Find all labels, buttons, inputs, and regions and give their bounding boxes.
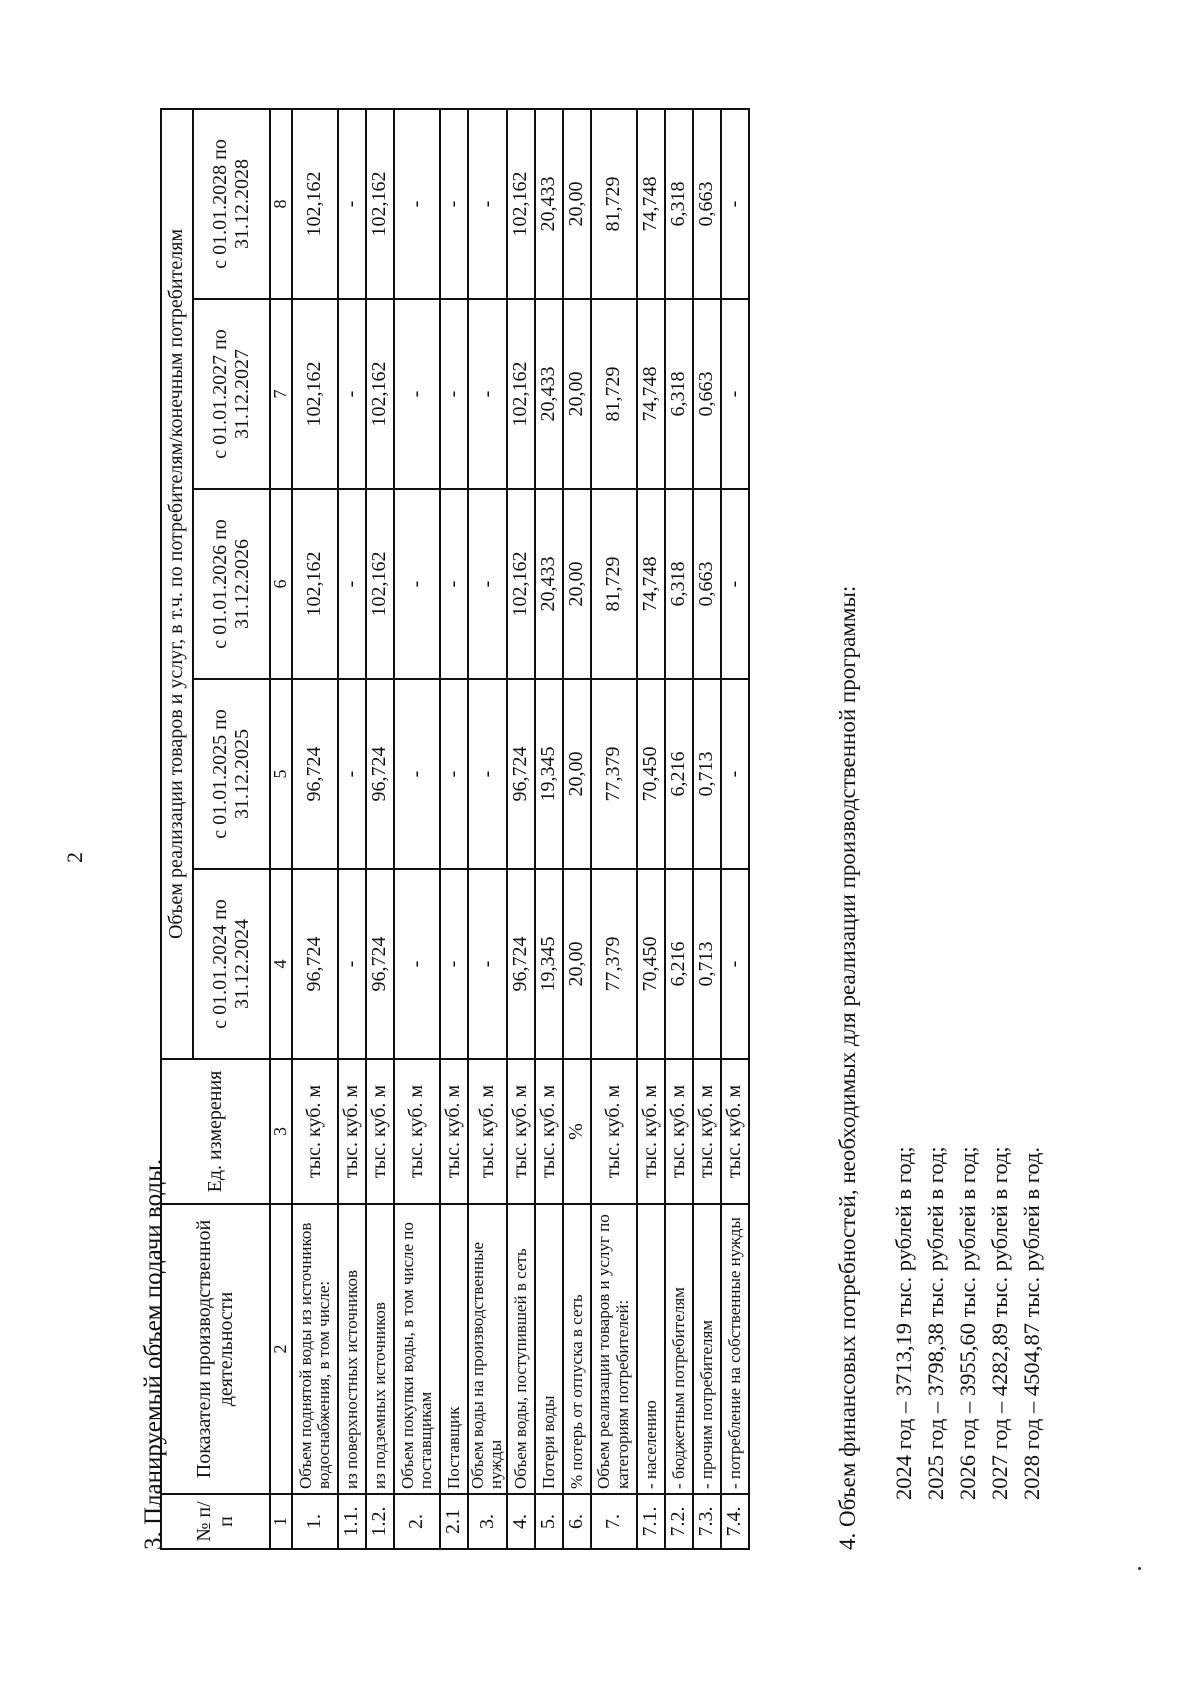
row-value: - [394, 869, 440, 1059]
row-label: - населению [637, 1204, 665, 1494]
row-unit: тыс. куб. м [507, 1059, 535, 1204]
row-value: - [338, 109, 366, 299]
finance-item: 2024 год – 3713,19 тыс. рублей в год; [891, 1146, 916, 1500]
row-value: 102,162 [507, 109, 535, 299]
row-value: - [721, 869, 749, 1059]
row-label: Объем воды, поступившей в сеть [507, 1204, 535, 1494]
row-unit: тыс. куб. м [535, 1059, 563, 1204]
table-row [535, 109, 563, 1549]
row-value: 74,748 [637, 299, 665, 489]
row-value: - [394, 299, 440, 489]
table-row [665, 109, 693, 1549]
row-value: 20,00 [563, 869, 591, 1059]
row-value: 77,379 [591, 679, 637, 869]
row-value: - [394, 679, 440, 869]
row-value: - [721, 489, 749, 679]
section3-title: 3. Планируемый объем подачи воды. [140, 1158, 167, 1550]
header-no: № п/п [161, 1494, 270, 1549]
row-value: 0,663 [693, 109, 721, 299]
row-label: Объем поднятой воды из источников водоснабжения, в том числе: [292, 1204, 338, 1494]
row-value: 81,729 [591, 299, 637, 489]
row-unit: тыс. куб. м [591, 1059, 637, 1204]
header-period: с 01.01.2024 по 31.12.2024 [193, 869, 270, 1059]
row-value: 102,162 [507, 489, 535, 679]
table-row [338, 109, 366, 1549]
row-number: 7.2. [665, 1494, 693, 1549]
row-value: - [394, 109, 440, 299]
row-value: - [440, 489, 468, 679]
water-supply-table-wrapper [160, 110, 750, 1550]
column-number: 4 [270, 869, 292, 1059]
row-value: 19,345 [535, 869, 563, 1059]
row-value: 19,345 [535, 679, 563, 869]
row-number: 2.1 [440, 1494, 468, 1549]
row-value: 96,724 [507, 679, 535, 869]
row-label: из подземных источников [366, 1204, 394, 1494]
row-number: 7.4. [721, 1494, 749, 1549]
row-value: 81,729 [591, 489, 637, 679]
row-value: - [721, 109, 749, 299]
row-number: 3. [468, 1494, 507, 1549]
row-value: 0,663 [693, 299, 721, 489]
row-value: - [394, 489, 440, 679]
row-value: 0,713 [693, 869, 721, 1059]
row-value: - [468, 109, 507, 299]
row-unit: тыс. куб. м [292, 1059, 338, 1204]
row-value: 20,433 [535, 489, 563, 679]
column-number: 6 [270, 489, 292, 679]
row-label: - потребление на собственные нужды [721, 1204, 749, 1494]
row-value: 20,00 [563, 109, 591, 299]
row-value: 6,216 [665, 869, 693, 1059]
finance-item: 2027 год – 4282,89 тыс. рублей в год; [987, 1146, 1012, 1500]
row-number: 7.3. [693, 1494, 721, 1549]
row-unit: тыс. куб. м [721, 1059, 749, 1204]
row-unit: тыс. куб. м [637, 1059, 665, 1204]
row-number: 1. [292, 1494, 338, 1549]
row-value: - [440, 679, 468, 869]
row-value: - [338, 489, 366, 679]
row-value: 20,00 [563, 299, 591, 489]
table-row [637, 109, 665, 1549]
header-period: с 01.01.2028 по 31.12.2028 [193, 109, 270, 299]
row-unit: тыс. куб. м [440, 1059, 468, 1204]
row-value: 20,433 [535, 299, 563, 489]
column-number: 8 [270, 109, 292, 299]
row-value: 0,663 [693, 489, 721, 679]
row-value: - [468, 679, 507, 869]
row-number: 6. [563, 1494, 591, 1549]
row-value: 6,318 [665, 299, 693, 489]
water-supply-table [160, 108, 750, 1550]
row-value: 20,433 [535, 109, 563, 299]
row-value: 102,162 [292, 109, 338, 299]
column-number: 3 [270, 1059, 292, 1204]
row-label: Объем воды на производственные нужды [468, 1204, 507, 1494]
row-value: - [440, 109, 468, 299]
header-volume-group: Объем реализации товаров и услуг, в т.ч. по потребителям/конечным потребителям [161, 109, 193, 1059]
row-value: - [468, 869, 507, 1059]
row-value: 102,162 [366, 299, 394, 489]
row-number: 2. [394, 1494, 440, 1549]
row-value: - [721, 679, 749, 869]
row-value: 6,318 [665, 109, 693, 299]
row-number: 1.1. [338, 1494, 366, 1549]
row-value: 70,450 [637, 679, 665, 869]
column-number: 5 [270, 679, 292, 869]
row-value: 102,162 [292, 299, 338, 489]
table-row [394, 109, 440, 1549]
table-row [591, 109, 637, 1549]
finance-item: 2028 год – 4504,87 тыс. рублей в год. [1019, 1146, 1044, 1500]
row-value: 96,724 [366, 679, 394, 869]
row-value: 20,00 [563, 489, 591, 679]
row-label: Объем покупки воды, в том числе по поставщикам [394, 1204, 440, 1494]
table-row [468, 109, 507, 1549]
table-body [292, 109, 749, 1549]
row-value: 0,713 [693, 679, 721, 869]
row-value: - [440, 869, 468, 1059]
row-value: 102,162 [366, 109, 394, 299]
header-period: с 01.01.2025 по 31.12.2025 [193, 679, 270, 869]
row-unit: тыс. куб. м [468, 1059, 507, 1204]
column-number: 7 [270, 299, 292, 489]
scan-dot [1138, 1567, 1141, 1570]
row-value: - [721, 299, 749, 489]
row-value: - [338, 869, 366, 1059]
header-unit: Ед. измерения [161, 1059, 270, 1204]
table-row [366, 109, 394, 1549]
table-row [563, 109, 591, 1549]
column-number: 2 [270, 1204, 292, 1494]
column-number: 1 [270, 1494, 292, 1549]
row-label: Поставщик [440, 1204, 468, 1494]
table-row [507, 109, 535, 1549]
row-number: 7.1. [637, 1494, 665, 1549]
finance-item: 2025 год – 3798,38 тыс. рублей в год; [923, 1146, 948, 1500]
row-label: из поверхностных источников [338, 1204, 366, 1494]
row-number: 7. [591, 1494, 637, 1549]
row-label: - бюджетным потребителям [665, 1204, 693, 1494]
row-value: 96,724 [292, 869, 338, 1059]
row-label: Объем реализации товаров и услуг по категориям потребителей: [591, 1204, 637, 1494]
row-unit: тыс. куб. м [665, 1059, 693, 1204]
row-number: 4. [507, 1494, 535, 1549]
row-value: 102,162 [366, 489, 394, 679]
row-unit: тыс. куб. м [693, 1059, 721, 1204]
row-value: 6,216 [665, 679, 693, 869]
row-value: 70,450 [637, 869, 665, 1059]
row-label: Потери воды [535, 1204, 563, 1494]
row-value: 102,162 [292, 489, 338, 679]
row-value: 74,748 [637, 489, 665, 679]
row-number: 1.2. [366, 1494, 394, 1549]
row-value: - [468, 299, 507, 489]
row-number: 5. [535, 1494, 563, 1549]
row-unit: % [563, 1059, 591, 1204]
row-label: - прочим потребителям [693, 1204, 721, 1494]
header-period: с 01.01.2026 по 31.12.2026 [193, 489, 270, 679]
page-number: 2 [62, 852, 87, 863]
row-unit: тыс. куб. м [338, 1059, 366, 1204]
finance-list [888, 1146, 1048, 1500]
header-period: с 01.01.2027 по 31.12.2027 [193, 299, 270, 489]
row-value: 77,379 [591, 869, 637, 1059]
row-unit: тыс. куб. м [366, 1059, 394, 1204]
row-value: 6,318 [665, 489, 693, 679]
row-value: - [338, 299, 366, 489]
row-value: - [338, 679, 366, 869]
row-value: - [440, 299, 468, 489]
row-value: 20,00 [563, 679, 591, 869]
table-row [292, 109, 338, 1549]
row-value: - [468, 489, 507, 679]
header-indicator: Показатели производственной деятельности [161, 1204, 270, 1494]
row-value: 102,162 [507, 299, 535, 489]
section4-title: 4. Объем финансовых потребностей, необходимых для реализации производственной программы: [835, 585, 860, 1550]
row-value: 74,748 [637, 109, 665, 299]
row-value: 96,724 [292, 679, 338, 869]
table-row [440, 109, 468, 1549]
table-row [721, 109, 749, 1549]
row-unit: тыс. куб. м [394, 1059, 440, 1204]
row-value: 81,729 [591, 109, 637, 299]
row-value: 96,724 [507, 869, 535, 1059]
row-label: % потерь от отпуска в сеть [563, 1204, 591, 1494]
table-row [693, 109, 721, 1549]
row-value: 96,724 [366, 869, 394, 1059]
column-number-row [270, 109, 292, 1549]
finance-item: 2026 год – 3955,60 тыс. рублей в год; [955, 1146, 980, 1500]
